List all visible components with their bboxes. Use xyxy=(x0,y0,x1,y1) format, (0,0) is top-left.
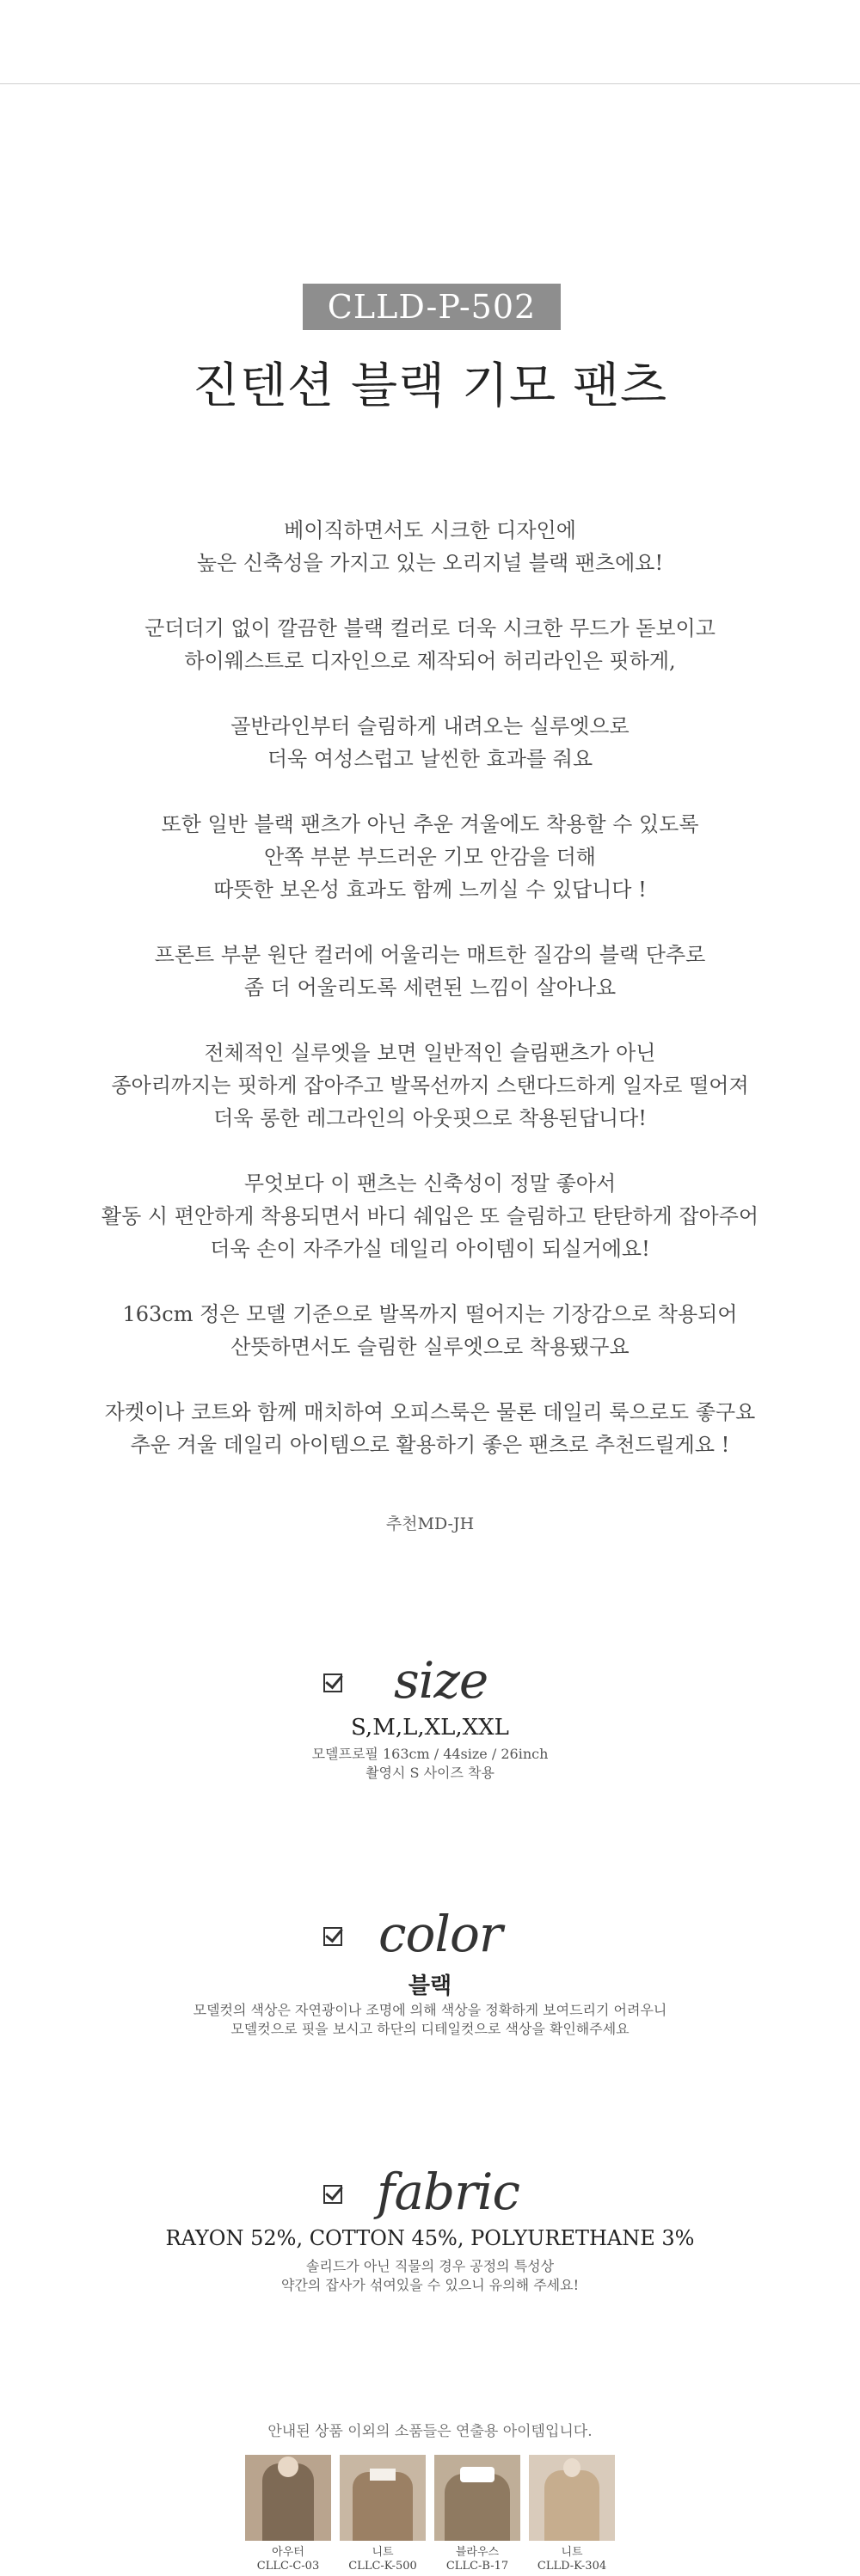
related-item-code: CLLC-C-03 xyxy=(256,2560,320,2573)
description-line: 전체적인 실루엣을 보면 일반적인 슬림팬츠가 아닌 xyxy=(204,1041,656,1065)
description-line: 더욱 롱한 레그라인의 아웃핏으로 착용된답니다! xyxy=(213,1106,647,1130)
related-item-caption xyxy=(340,2546,426,2573)
related-item-code: CLLC-B-17 xyxy=(445,2560,509,2573)
checkbox-icon xyxy=(323,2185,342,2204)
related-item-code: CLLD-K-304 xyxy=(537,2560,607,2573)
description-line: 골반라인부터 슬림하게 내려오는 실루엣으로 xyxy=(230,714,630,738)
description-paragraph xyxy=(0,1396,860,1461)
color-section-title: color xyxy=(378,1905,502,1963)
description-line: 163cm 정은 모델 기준으로 발목까지 떨어지는 기장감으로 착용되어 xyxy=(122,1302,738,1326)
description-line: 좀 더 어울리도록 세련된 느낌이 살아나요 xyxy=(243,976,617,1000)
size-section-header xyxy=(0,1651,860,1710)
description-line: 프론트 부분 원단 컬러에 어울리는 매트한 질감의 블랙 단추로 xyxy=(154,943,706,967)
size-section-title: size xyxy=(394,1651,488,1710)
related-item-photo[interactable] xyxy=(340,2455,426,2541)
related-item-caption xyxy=(434,2546,520,2573)
fabric-notes xyxy=(0,2257,860,2295)
related-item[interactable] xyxy=(529,2455,615,2573)
related-item[interactable] xyxy=(340,2455,426,2573)
description-paragraph xyxy=(0,1167,860,1265)
related-item[interactable] xyxy=(434,2455,520,2573)
size-notes xyxy=(0,1745,860,1783)
description-line: 베이직하면서도 시크한 디자인에 xyxy=(284,518,576,542)
color-note: 모델컷의 색상은 자연광이나 조명에 의해 색상을 정확하게 보여드리기 어려우니 xyxy=(193,2002,667,2018)
fabric-section-title: fabric xyxy=(377,2163,519,2221)
description-line: 종아리까지는 핏하게 잡아주고 발목선까지 스탠다드하게 일자로 떨어져 xyxy=(111,1074,749,1098)
related-item-code: CLLC-K-500 xyxy=(348,2560,417,2573)
color-section-header xyxy=(0,1905,860,1963)
description-line: 높은 신축성을 가지고 있는 오리지널 블랙 팬츠에요! xyxy=(196,551,664,575)
description-line: 추운 겨울 데일리 아이템으로 활용하기 좋은 팬츠로 추천드릴게요 ! xyxy=(130,1433,730,1457)
fabric-note: 솔리드가 아닌 직물의 경우 공정의 특성상 xyxy=(305,2258,555,2274)
size-note: 모델프로필 163cm / 44size / 26inch xyxy=(311,1746,549,1762)
product-code-badge: CLLD-P-502 xyxy=(303,284,561,330)
related-item-caption xyxy=(245,2546,331,2573)
color-notes xyxy=(0,2001,860,2039)
fabric-note: 약간의 잡사가 섞여있을 수 있으니 유의해 주세요! xyxy=(280,2277,580,2293)
related-item-caption xyxy=(529,2546,615,2573)
top-divider xyxy=(0,83,860,84)
props-notice: 안내된 상품 이외의 소품들은 연출용 아이템입니다. xyxy=(267,2423,593,2440)
md-signature: 추천MD-JH xyxy=(385,1514,475,1533)
related-item-photo[interactable] xyxy=(434,2455,520,2541)
related-item-type: 아우터 xyxy=(272,2546,304,2559)
description-paragraph xyxy=(0,939,860,1004)
related-item[interactable] xyxy=(245,2455,331,2573)
related-item-type: 블라우스 xyxy=(455,2546,500,2559)
related-item-type: 니트 xyxy=(372,2546,394,2559)
description-paragraph xyxy=(0,514,860,579)
related-item-photo[interactable] xyxy=(529,2455,615,2541)
checkbox-icon xyxy=(323,1673,342,1692)
description-line: 무엇보다 이 팬츠는 신축성이 정말 좋아서 xyxy=(243,1172,617,1196)
size-value: S,M,L,XL,XXL xyxy=(351,1715,509,1741)
color-value: 블랙 xyxy=(408,1973,452,1999)
description-paragraph xyxy=(0,710,860,775)
description-paragraph xyxy=(0,808,860,906)
description-line: 자켓이나 코트와 함께 매치하여 오피스룩은 물론 데일리 룩으로도 좋구요 xyxy=(104,1400,756,1424)
related-item-type: 니트 xyxy=(561,2546,583,2559)
size-note: 촬영시 S 사이즈 착용 xyxy=(366,1765,494,1781)
description-paragraph xyxy=(0,1298,860,1363)
related-item-photo[interactable] xyxy=(245,2455,331,2541)
description-line: 안쪽 부분 부드러운 기모 안감을 더해 xyxy=(264,845,596,869)
description-line: 또한 일반 블랙 팬츠가 아닌 추운 겨울에도 착용할 수 있도록 xyxy=(161,812,699,836)
description-line: 따뜻한 보온성 효과도 함께 느끼실 수 있답니다 ! xyxy=(213,878,647,902)
description-paragraph xyxy=(0,1037,860,1135)
fabric-value: RAYON 52%, COTTON 45%, POLYURETHANE 3% xyxy=(165,2226,695,2250)
description-paragraph xyxy=(0,612,860,677)
color-note: 모델컷으로 핏을 보시고 하단의 디테일컷으로 색상을 확인해주세요 xyxy=(230,2021,630,2037)
fabric-section-header xyxy=(0,2163,860,2221)
description-line: 군더더기 없이 깔끔한 블랙 컬러로 더욱 시크한 무드가 돋보이고 xyxy=(144,616,716,640)
description-line: 더욱 손이 자주가실 데일리 아이템이 되실거에요! xyxy=(210,1237,650,1261)
product-description xyxy=(0,514,860,1494)
description-line: 산뜻하면서도 슬림한 실루엣으로 착용됐구요 xyxy=(230,1335,630,1359)
product-title: 진텐션 블랙 기모 팬츠 xyxy=(192,358,668,414)
description-line: 더욱 여성스럽고 날씬한 효과를 줘요 xyxy=(267,747,593,771)
description-line: 하이웨스트로 디자인으로 제작되어 허리라인은 핏하게, xyxy=(184,649,676,673)
checkbox-icon xyxy=(323,1927,342,1946)
related-items xyxy=(245,2455,615,2575)
description-line: 활동 시 편안하게 착용되면서 바디 쉐입은 또 슬림하고 탄탄하게 잡아주어 xyxy=(101,1204,759,1228)
